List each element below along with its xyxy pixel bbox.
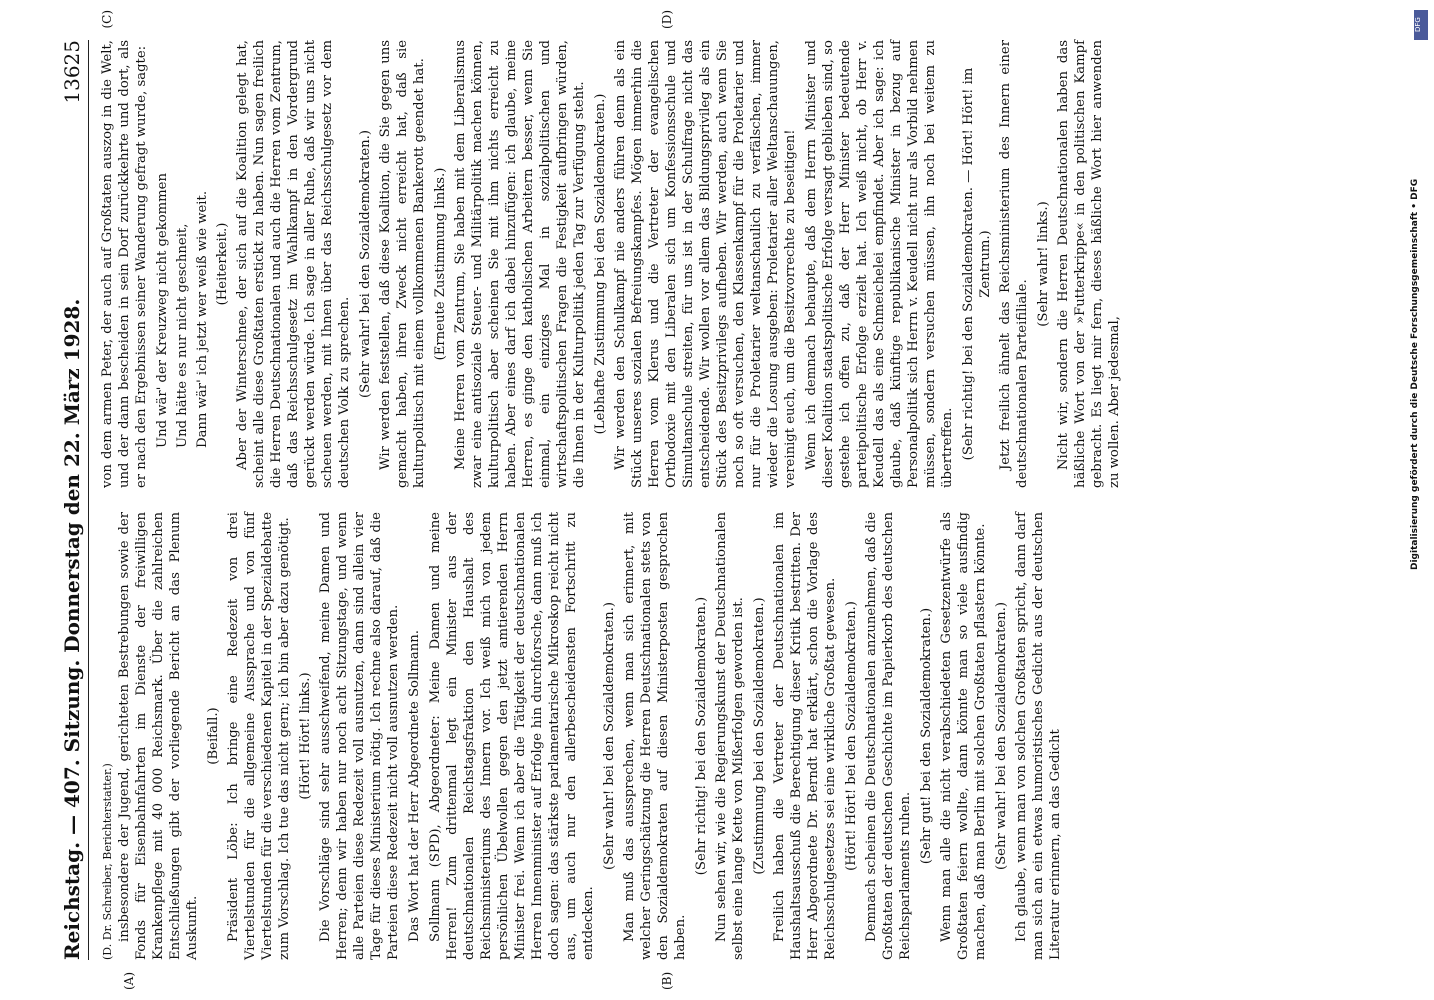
paragraph: Freilich haben die Vertreter der Deutschnationalen im Haushaltsausschuß die Berechtigung dieser Kritik bestritten. Der Herr Abgeordnete Dr. Berndt hat erklärt, schon die Vorlage des Reichsschulgesetzes sei eine wirkliche Großtat gewesen. xyxy=(772,512,838,960)
reaction: (Sehr richtig! bei den Sozialdemokraten.) xyxy=(694,596,709,876)
paragraph: Nun sehen wir, wie die Regierungskunst der Deutschnationalen selbst eine lange Kette von Mißerfolgen geworden ist. xyxy=(714,512,746,960)
paragraph: Ich glaube, wenn man von solchen Großtaten spricht, dann darf man sich an ein etwas humoristisches Gedicht aus der deutschen Literatur erinnern, an das Gedicht xyxy=(1014,512,1063,960)
reaction: (Sehr wahr! links.) xyxy=(1036,201,1051,327)
paragraph: insbesondere der Jugend, gerichteten Bestrebungen sowie der Fonds für Eisenbahnfahrten im Dienste der freiwilligen Krankenpflege mit 40 000 Reichsmark. Über die zahlreichen Entschließungen gibt der vorliegende Bericht an das Plenum Auskunft. xyxy=(117,512,200,960)
reaction: (Sehr gut! bei den Sozialdemokraten.) xyxy=(919,607,934,865)
column-right xyxy=(99,10,1127,488)
page-header xyxy=(60,40,89,960)
reaction: (Lebhafte Zustimmung bei den Sozialdemokraten.) xyxy=(593,93,608,435)
margin-mark-c: (C) xyxy=(100,10,114,29)
margin-mark-d: (D) xyxy=(660,10,674,29)
verse-line: Und hätte es nur nicht geschneit, xyxy=(175,223,190,448)
reaction: (Sehr wahr! bei den Sozialdemokraten.) xyxy=(358,130,373,398)
paragraph: Wenn man alle die nicht verabschiedeten Gesetzentwürfe als Großtaten feiern wollte, dann könnte man so viele ausfindig machen, daß man Berlin mit solchen Großtaten pflastern könnte. xyxy=(939,512,988,960)
paragraph: Man muß das aussprechen, wenn man sich erinnert, mit welcher Geringschätzung die Herren Deutschnationalen stets von den Sozialdemokraten auf diesen Ministerposten gesprochen haben. xyxy=(622,512,688,960)
column-left xyxy=(99,512,1127,990)
verse-line: Dann wär' ich jetzt wer weiß wie weit. xyxy=(195,190,210,448)
paragraph: Wir werden feststellen, daß diese Koalition, die Sie gegen uns gemacht haben, ihren Zweck nicht erreicht hat, daß sie kulturpolitisch mit einem vollkommenen Bankerott geendet hat. xyxy=(378,40,427,488)
margin-mark-b: (B) xyxy=(660,971,674,990)
margin-mark-a: (A) xyxy=(122,971,136,990)
dfg-logo: DFG xyxy=(1414,10,1428,40)
paragraph: Demnach scheinen die Deutschnationalen anzunehmen, daß die Großtaten der deutschen Geschichte im Papierkorb des deutschen Reichsparlaments ruhen. xyxy=(864,512,913,960)
reaction: (Sehr wahr! bei den Sozialdemokraten.) xyxy=(602,602,617,870)
verse-line: Und wär' der Kreuzweg nicht gekommen xyxy=(155,173,170,448)
reaction: (Heiterkeit.) xyxy=(215,222,230,306)
paragraph: Wir werden den Schulkampf nie anders führen denn als ein Stück unseres sozialen Befreiungskampfes. Mögen immerhin die Herren vom Klerus und die Vertreter der evangelischen Orthodoxie mit den Liberalen sich um Konfessionsschule und Simultanschule streiten, für uns ist in der Schulfrage nicht das entscheidende. Wir wollen vor allem das Bildungsprivileg als ein Stück des Besitzprivilegs aufheben. Wir werden, auch wenn Sie noch so oft versuchen, den Klassenkampf für die Proletarier und nur für die Proletarier weltanschaulich zu verfälschen, immer wieder die Losung ausgeben: Proletarier aller Weltanschauungen, vereinigt euch, um die Besitzvorrechte zu beseitigen! xyxy=(613,40,798,488)
paragraph: von dem armen Peter, der auch auf Großtaten auszog in die Welt, und der dann bescheiden in sein Dorf zurückkehrte und dort, als er nach den Ergebnissen seiner Wanderung gefragt wurde, sagte: xyxy=(100,40,149,488)
reaction: (Sehr wahr! bei den Sozialdemokraten.) xyxy=(994,602,1009,870)
paragraph: Meine Herren vom Zentrum, Sie haben mit dem Liberalismus zwar eine antisoziale Steuer- und Militärpolitik machen können, kulturpolitisch aber scheinen Sie mit ihm nichts erreicht zu haben. Aber eines darf ich dabei hinzufügen: ich glaube, meine Herren, es ginge den katholischen Arbeitern besser, wenn Sie einmal, ein einziges Mal in sozialpolitischen und wirtschaftspolitischen Fragen die Festigkeit aufbringen würden, die Ihnen in der Kulturpolitik jeden Tag zur Verfügung steht. xyxy=(453,40,587,488)
paragraph: Jetzt freilich ähnelt das Reichsministerium des Innern einer deutschnationalen Parteifiliale. xyxy=(998,40,1030,488)
paragraph: Sollmann (SPD), Abgeordneter: Meine Damen und meine Herren! Zum drittenmal legt ein Minister aus der deutschnationalen Reichstagsfraktion den Haushalt des Reichsministeriums des Innern vor. Ich weiß mich von jedem persönlichen Übelwollen gegen den jetzt amtierenden Herrn Minister frei. Wenn ich aber die Tätigkeit der deutschnationalen Herren Innenminister auf Erfolge hin durchforsche, dann muß ich doch sagen: das stärkste parlamentarische Mikroskop reicht nicht aus, um auch nur den allerbescheidensten Fortschritt zu entdecken. xyxy=(428,512,596,960)
reaction: (Erneute Zustimmung links.) xyxy=(433,167,448,361)
paragraph: Nicht wir, sondern die Herren Deutschnationalen haben das häßliche Wort von der »Futterkrippe« in den politischen Kampf gebracht. Es liegt mir fern, dieses häßliche Wort hier anwenden zu wollen. Aber jedesmal, xyxy=(1056,40,1122,488)
reaction: (Hört! Hört! links.) xyxy=(298,672,313,800)
reaction: (Sehr richtig! bei den Sozialdemokraten. — Hört! Hört! im Zentrum.) xyxy=(961,67,993,461)
paragraph: Die Vorschläge sind sehr ausschweifend, meine Damen und Herren; denn wir haben nur noch acht Sitzungstage, und wenn alle Parteien diese Redezeit voll ausnutzen, dann sind allein vier Tage für dieses Ministerium nötig. Ich rechne also darauf, daß die Parteien diese Redezeit nicht voll ausnutzen werden. xyxy=(318,512,401,960)
reaction: (Beifall.) xyxy=(206,707,221,765)
columns xyxy=(99,10,1127,990)
page-number: 13625 xyxy=(60,40,84,104)
reaction: (Zustimmung bei den Sozialdemokraten.) xyxy=(752,597,767,875)
paragraph: Wenn ich demnach behaupte, daß dem Herrn Minister und dieser Koalition staatspolitische Erfolge versagt geblieben sind, so gestehe ich offen zu, daß der Herr Minister bedeutende parteipolitische Erfolge erzielt hat. Ich weiß nicht, ob Herr v. Keudell das als eine Schmeichelei empfindet. Aber ich sage: ich glaube, daß künftige republikanische Minister in bezug auf Personalpolitik sich Herrn v. Keudell nicht nur als Vorbild nehmen müssen, sondern versuchen müssen, ihn noch bei weitem zu übertreffen. xyxy=(804,40,955,488)
page-content xyxy=(60,10,1350,990)
paragraph: Aber der Winterschnee, der sich auf die Koalition gelegt hat, scheint alle diese Großtaten erstickt zu haben. Nun sagen freilich die Herren Deutschnationalen und auch die Herren vom Zentrum, daß das Reichsschulgesetz im Wahlkampf in den Vordergrund gerückt werden würde. Ich sage in aller Ruhe, daß wir uns nicht scheuen werden, mit Ihnen über das Reichsschulgesetz vor dem deutschen Volk zu sprechen. xyxy=(235,40,352,488)
paragraph: Präsident Löbe: Ich bringe eine Redezeit von drei Viertelstunden für die allgemeine Aussprache und von fünf Viertelstunden für die verschiedenen Kapitel in der Spezialdebatte zum Vorschlag. Ich tue das nicht gern; ich bin aber dazu genötigt. xyxy=(226,512,292,960)
speaker-note: (D. Dr. Schreiber, Berichterstatter.) xyxy=(101,763,114,960)
header-title: Reichstag. — 407. Sitzung. Donnerstag den 22. März 1928. xyxy=(60,298,84,960)
funding-sidebar xyxy=(1408,0,1430,1000)
funding-note: Digitalisierung gefördert durch die Deutsche Forschungsgemeinschaft • DFG xyxy=(1410,178,1420,570)
paragraph: Das Wort hat der Herr Abgeordnete Sollmann. xyxy=(407,630,422,942)
reaction: (Hört! Hört! bei den Sozialdemokraten.) xyxy=(844,601,859,871)
